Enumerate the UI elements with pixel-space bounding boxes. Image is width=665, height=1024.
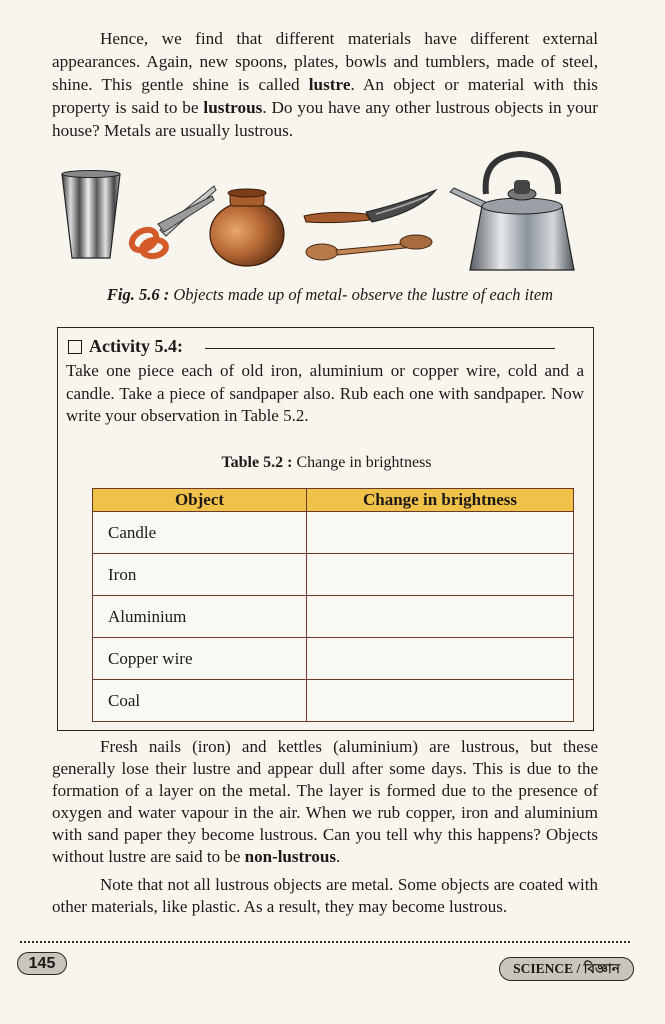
page-number: 145 [17,952,67,975]
table-header-row [93,489,574,512]
metal-objects-figure [56,150,586,280]
activity-title-text: Activity 5.4: [89,336,183,356]
row-object: Iron [93,554,307,596]
brightness-table [92,488,574,722]
intro-text-3: . Do you have any other lustrous objects in your house? Metals are usually lustrous. [52,98,598,140]
checkbox-icon [68,340,82,354]
term-non-lustrous: non-lustrous [244,847,336,866]
table-row [93,680,574,722]
lustre-explanation-paragraph [52,736,598,868]
header-object: Object [93,489,307,512]
term-lustrous: lustrous [203,98,263,117]
explanation-text-2: . [335,847,341,866]
spoons-image [304,228,438,266]
header-change: Change in brightness [307,489,574,512]
table-caption-label: Table 5.2 : [221,454,293,471]
activity-box [57,327,594,731]
figure-caption-text: Objects made up of metal- observe the lustre of each item [169,285,554,304]
row-change-cell [307,512,574,554]
row-change-cell [307,680,574,722]
explanation-text-1: Fresh nails (iron) and kettles (aluminium) are lustrous, but these generally lose their lustre and appear dull after some days. This is due to the formation of a layer on the metal. The layer is formed due to the presence of oxygen and water vapour in the air. When we rub copper, iron and aluminium with sand paper they become lustrous. Can you tell why this happens? Objects without lustre are said to be [52,737,598,866]
row-object: Candle [93,512,307,554]
activity-instructions: Take one piece each of old iron, aluminium or copper wire, cold and a candle. Take a piece of sandpaper also. Rub each one with sandpaper. Now write your observation in Table 5.2. [66,361,584,425]
intro-text-1: Hence, we find that different materials have different external appearances. Again, new spoons, plates, bowls and tumblers, made of steel, shine. This gentle shine is called [52,29,598,94]
table-caption-text: Change in brightness [292,454,432,471]
table-caption [58,454,595,472]
intro-text-2: . An object or material with this property is said to be [52,75,598,117]
pot-image [206,186,288,268]
subject-badge: SCIENCE / বিজ্ঞান [499,957,634,981]
figure-caption [60,284,600,306]
row-change-cell [307,554,574,596]
row-object: Copper wire [93,638,307,680]
table-row [93,554,574,596]
tumbler-image [60,170,122,262]
table-row [93,596,574,638]
note-paragraph: Note that not all lustrous objects are metal. Some objects are coated with other materials, like plastic. As a result, they may become lustrous. [52,875,598,916]
row-object: Aluminium [93,596,307,638]
knife-image [300,188,440,228]
term-lustre: lustre [308,75,351,94]
footer-divider [20,941,630,945]
activity-title [68,336,183,357]
intro-paragraph [52,27,598,142]
scissors-image [126,182,218,260]
kettle-image [448,150,586,278]
row-change-cell [307,638,574,680]
row-object: Coal [93,680,307,722]
figure-caption-label: Fig. 5.6 : [106,285,170,304]
table-row [93,512,574,554]
table-row [93,638,574,680]
row-change-cell [307,596,574,638]
activity-title-rule [205,348,555,349]
